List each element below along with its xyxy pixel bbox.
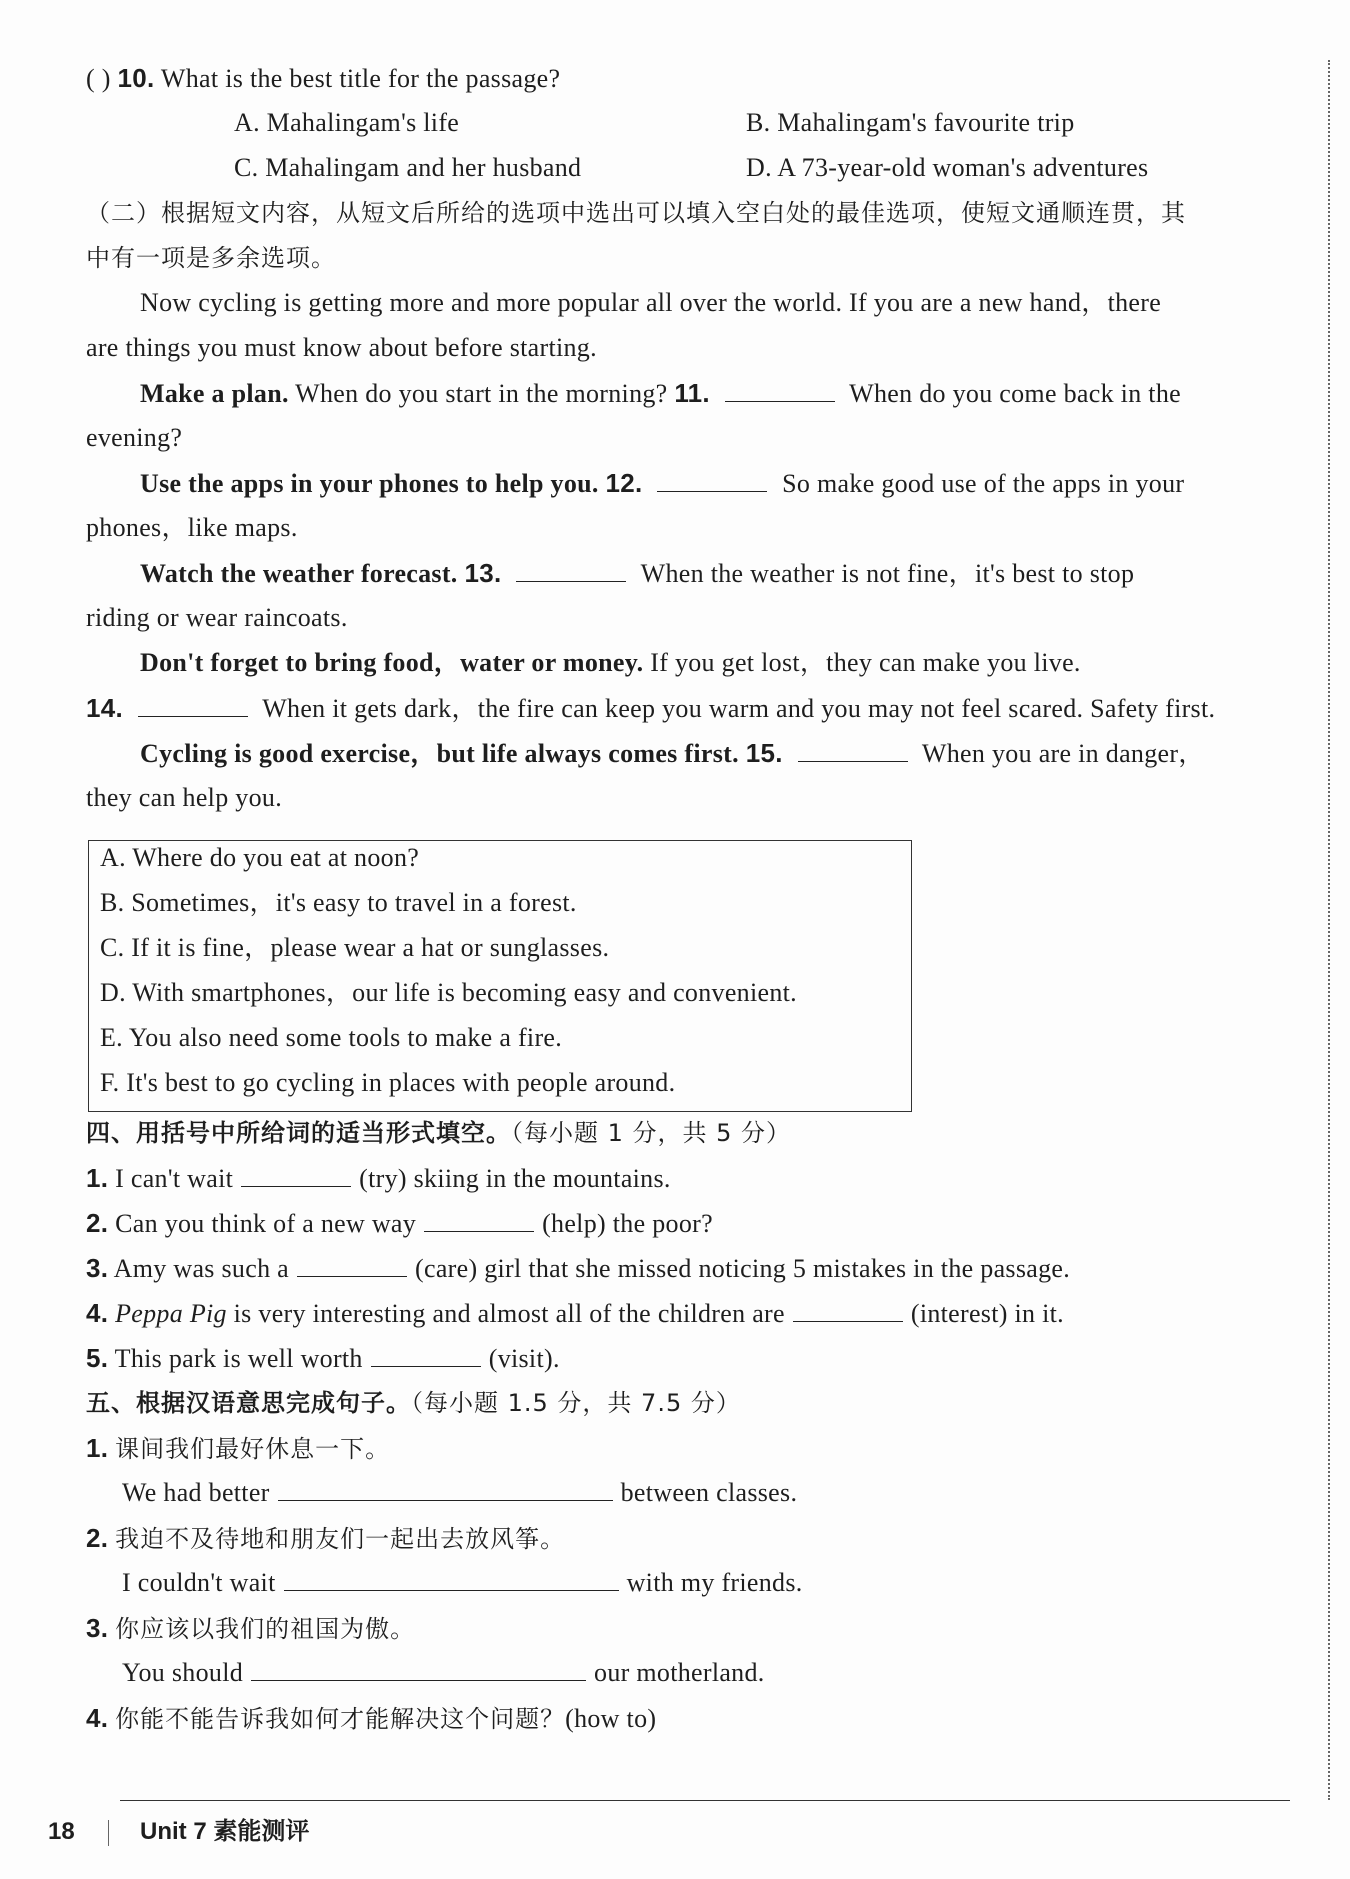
question-10 <box>86 58 560 99</box>
s4-question-3 <box>86 1248 1070 1289</box>
section-score: （每小题 1 分，共 5 分） <box>511 1119 792 1147</box>
question-after: (visit). <box>488 1344 560 1373</box>
blank-12[interactable] <box>657 465 767 492</box>
passage-para-11-cont: evening? <box>86 423 183 452</box>
box-option-f: F. It's best to go cycling in places with people around. <box>100 1068 676 1097</box>
book-title: Peppa Pig <box>115 1299 227 1328</box>
para-heading: Use the apps in your phones to help you. <box>140 469 599 498</box>
para-heading: Watch the weather forecast. <box>140 559 458 588</box>
sentence-before: You should <box>122 1658 244 1687</box>
passage-para-13 <box>140 553 1134 594</box>
s4-question-5 <box>86 1338 560 1379</box>
question-after: (help) the poor? <box>542 1209 713 1238</box>
option-b: B. Mahalingam's favourite trip <box>746 108 1075 137</box>
passage-para-14 <box>140 643 1081 683</box>
question-text: What is the best title for the passage? <box>160 64 561 93</box>
s4-question-2 <box>86 1203 713 1244</box>
question-before: Amy was such a <box>113 1254 290 1283</box>
passage-para-13-cont: riding or wear raincoats. <box>86 603 348 632</box>
question-after: (care) girl that she missed noticing 5 mistakes in the passage. <box>415 1254 1071 1283</box>
para-text: When do you start in the morning? <box>295 379 668 408</box>
question-number: 2. <box>86 1208 109 1238</box>
s5-question-3-en <box>122 1653 765 1693</box>
question-number: 4. <box>86 1298 109 1328</box>
question-before: is very interesting and almost all of the children are <box>233 1299 785 1328</box>
blank-number: 12. <box>605 468 643 498</box>
box-option-c: C. If it is fine，please wear a hat or sunglasses. <box>100 933 610 962</box>
s4-blank-2[interactable] <box>424 1205 534 1232</box>
question-after: (interest) in it. <box>910 1299 1064 1328</box>
question-number: 4. <box>86 1703 109 1733</box>
question-before: I can't wait <box>115 1164 234 1193</box>
question-number: 3. <box>86 1253 109 1283</box>
s5-blank-3[interactable] <box>251 1654 586 1681</box>
section2-instruction-line1: （二）根据短文内容，从短文后所给的选项中选出可以填入空白处的最佳选项，使短文通顺连贯，其 <box>86 199 1186 227</box>
passage-intro-line2: are things you must know about before starting. <box>86 333 597 362</box>
passage-para-15 <box>140 733 1205 774</box>
unit-label: Unit 7 素能测评 <box>140 1818 310 1845</box>
passage-intro-line1: Now cycling is getting more and more popular all over the world. If you are a new hand，there <box>140 288 1162 317</box>
para-text: When it gets dark，the fire can keep you warm and you may not feel scared. Safety first. <box>262 694 1216 723</box>
hint: (how to) <box>565 1704 657 1733</box>
passage-para-14-cont <box>86 688 1215 729</box>
s5-blank-2[interactable] <box>284 1564 619 1591</box>
section4-heading <box>86 1113 791 1153</box>
para-text-after: If you get lost，they can make you live. <box>650 648 1081 677</box>
question-before: This park is well worth <box>114 1344 363 1373</box>
question-number: 3. <box>86 1613 109 1643</box>
s5-blank-1[interactable] <box>278 1474 613 1501</box>
s5-question-1-en <box>122 1473 797 1513</box>
question-number: 1. <box>86 1163 109 1193</box>
para-text-after: When do you come back in the <box>849 379 1181 408</box>
question-after: (try) skiing in the mountains. <box>359 1164 671 1193</box>
sentence-after: between classes. <box>620 1478 798 1507</box>
box-option-e: E. You also need some tools to make a fire. <box>100 1023 563 1052</box>
box-option-d: D. With smartphones，our life is becoming easy and convenient. <box>100 978 797 1007</box>
chinese-prompt: 你能不能告诉我如何才能解决这个问题？ <box>115 1705 566 1733</box>
section-score: （每小题 1.5 分，共 7.5 分） <box>411 1389 741 1417</box>
passage-para-12 <box>140 463 1184 504</box>
s5-question-3-cn <box>86 1608 415 1649</box>
sentence-before: I couldn't wait <box>122 1568 276 1597</box>
blank-14[interactable] <box>138 690 248 717</box>
question-number: 5. <box>86 1343 109 1373</box>
s5-question-4-cn <box>86 1698 656 1739</box>
passage-para-12-cont: phones，like maps. <box>86 513 298 542</box>
option-d: D. A 73-year-old woman's adventures <box>746 153 1149 182</box>
s5-question-1-cn <box>86 1428 390 1469</box>
passage-para-11 <box>140 373 1181 414</box>
answer-paren[interactable]: ( ) <box>86 64 111 93</box>
blank-number: 15. <box>745 738 783 768</box>
section2-instruction-line2: 中有一项是多余选项。 <box>86 244 336 272</box>
option-c: C. Mahalingam and her husband <box>234 153 582 182</box>
blank-number: 11. <box>674 378 710 408</box>
s4-question-1 <box>86 1158 671 1199</box>
margin-dotted-line <box>1328 60 1330 1800</box>
chinese-prompt: 我迫不及待地和朋友们一起出去放风筝。 <box>115 1525 566 1553</box>
s5-question-2-en <box>122 1563 803 1603</box>
blank-number: 13. <box>464 558 502 588</box>
s4-blank-3[interactable] <box>297 1250 407 1277</box>
sentence-before: We had better <box>122 1478 270 1507</box>
para-heading: Make a plan. <box>140 379 289 408</box>
option-a: A. Mahalingam's life <box>234 108 460 137</box>
blank-11[interactable] <box>725 375 835 402</box>
para-text-after: When the weather is not fine，it's best to stop <box>640 559 1135 588</box>
sentence-after: our motherland. <box>594 1658 765 1687</box>
box-option-a: A. Where do you eat at noon? <box>100 843 420 872</box>
section-title: 五、根据汉语意思完成句子。 <box>86 1389 411 1417</box>
blank-number: 14. <box>86 693 124 723</box>
s4-blank-5[interactable] <box>371 1340 481 1367</box>
question-before: Can you think of a new way <box>115 1209 417 1238</box>
s4-question-4 <box>86 1293 1064 1334</box>
question-number: 1. <box>86 1433 109 1463</box>
para-heading: Cycling is good exercise，but life always comes first. <box>140 739 739 768</box>
blank-15[interactable] <box>798 735 908 762</box>
section5-heading <box>86 1383 741 1423</box>
para-text-after: So make good use of the apps in your <box>782 469 1185 498</box>
question-number: 2. <box>86 1523 109 1553</box>
para-text-after: When you are in danger， <box>921 739 1205 768</box>
passage-para-15-cont: they can help you. <box>86 783 283 812</box>
blank-13[interactable] <box>516 555 626 582</box>
footer-separator <box>108 1820 109 1846</box>
page-number: 18 <box>48 1818 75 1845</box>
question-number: 10. <box>117 63 155 93</box>
chinese-prompt: 课间我们最好休息一下。 <box>115 1435 391 1463</box>
footer-rule <box>120 1800 1290 1801</box>
para-heading: Don't forget to bring food，water or money. <box>140 648 644 677</box>
s4-blank-4[interactable] <box>793 1295 903 1322</box>
chinese-prompt: 你应该以我们的祖国为傲。 <box>115 1615 416 1643</box>
section-title: 四、用括号中所给词的适当形式填空。 <box>86 1119 511 1147</box>
s5-question-2-cn <box>86 1518 565 1559</box>
s4-blank-1[interactable] <box>241 1160 351 1187</box>
box-option-b: B. Sometimes，it's easy to travel in a forest. <box>100 888 577 917</box>
sentence-after: with my friends. <box>626 1568 803 1597</box>
